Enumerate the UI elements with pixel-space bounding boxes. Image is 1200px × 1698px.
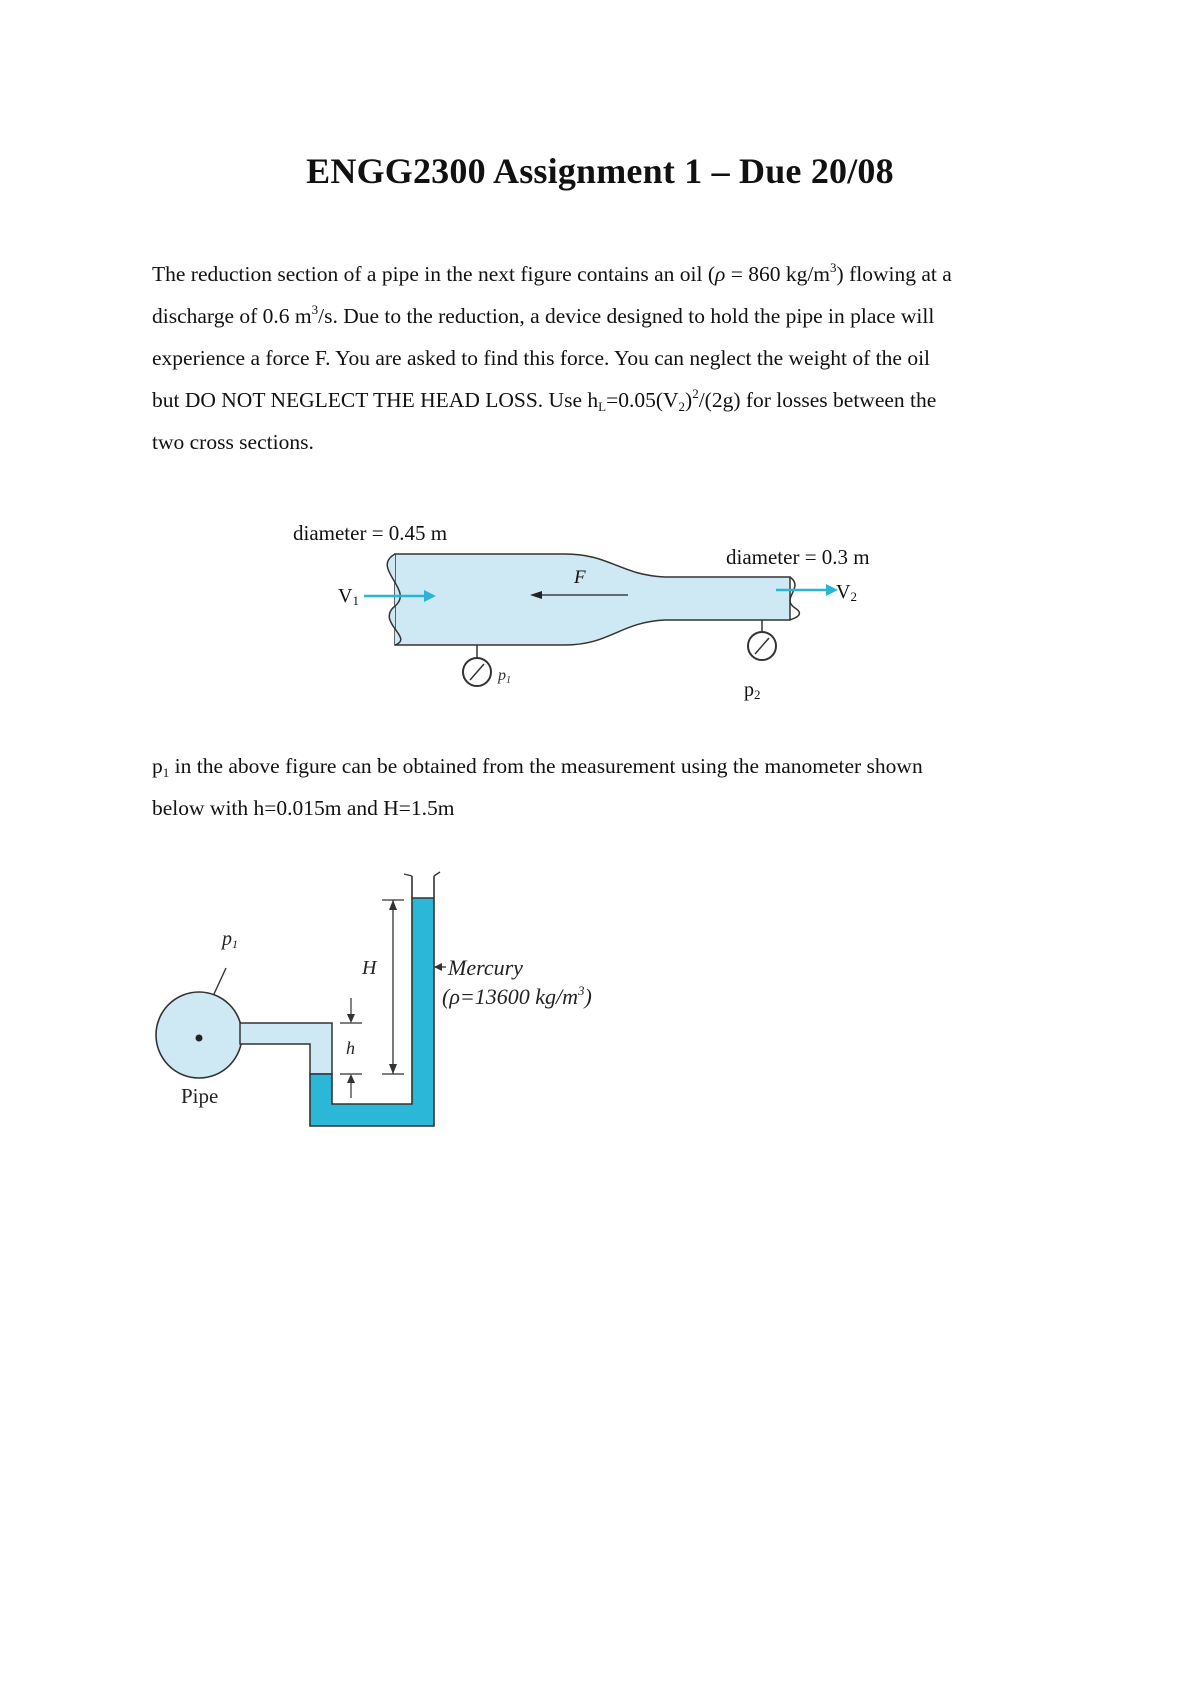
v1-label: V1 <box>338 585 359 608</box>
p2-gauge-label: p2 <box>744 679 761 702</box>
diameter2-label: diameter = 0.3 m <box>726 545 870 569</box>
p1-gauge-label: p1 <box>498 667 511 686</box>
h-label: h <box>346 1038 355 1058</box>
right-leg-lip-right <box>434 872 440 876</box>
problem-paragraph <box>152 253 952 463</box>
H-label: H <box>362 957 377 979</box>
manometer-p1-label: p1 <box>222 928 238 951</box>
paragraph-line: experience a force F. You are asked to find this force. You can neglect the weight of the oil <box>152 346 931 370</box>
paragraph-line: but DO NOT NEGLECT THE HEAD LOSS. Use $h_L=0.05(V_2)^2/(2g)$ for losses between the <box>152 386 937 414</box>
page-title: ENGG2300 Assignment 1 – Due 20/08 <box>306 151 894 191</box>
H-arrowhead-top <box>389 900 397 910</box>
mercury-density-label: (ρ=13600 $kg/m^3$) <box>442 983 592 1009</box>
paragraph-line: The reduction section of a pipe in the next figure contains an oil (ρ = 860 $kg/m^3$) flowing at a <box>152 260 952 286</box>
paragraph-line: $p_1$ in the above figure can be obtained from the measurement using the manometer shown <box>152 754 923 780</box>
mercury-u-tube <box>310 898 434 1126</box>
paragraph-line: discharge of 0.6 $m^3/s$. Due to the reduction, a device designed to hold the pipe in place will <box>152 302 935 328</box>
pipe-center-dot <box>196 1035 203 1042</box>
outlet-cut <box>790 577 800 620</box>
mercury-leader-arrowhead <box>434 963 442 971</box>
mercury-label: Mercury <box>448 955 523 980</box>
pipe-reduction-figure <box>0 510 1200 710</box>
right-leg-lip-left <box>404 874 412 876</box>
paragraph-line: below with h=0.015m and H=1.5m <box>152 796 455 820</box>
force-label: F <box>574 567 586 588</box>
manometer-paragraph <box>152 745 923 829</box>
manometer-figure <box>0 870 1200 1140</box>
v2-label: V2 <box>836 581 857 604</box>
p1-leader-line <box>214 968 226 994</box>
H-arrowhead-bottom <box>389 1064 397 1074</box>
h-arrowhead-lower <box>347 1074 355 1083</box>
diameter1-label: diameter = 0.45 m <box>293 521 448 545</box>
h-arrowhead-upper <box>347 1014 355 1023</box>
connecting-tube <box>240 1023 332 1074</box>
paragraph-line: two cross sections. <box>152 430 314 454</box>
pipe-label: Pipe <box>181 1084 219 1108</box>
